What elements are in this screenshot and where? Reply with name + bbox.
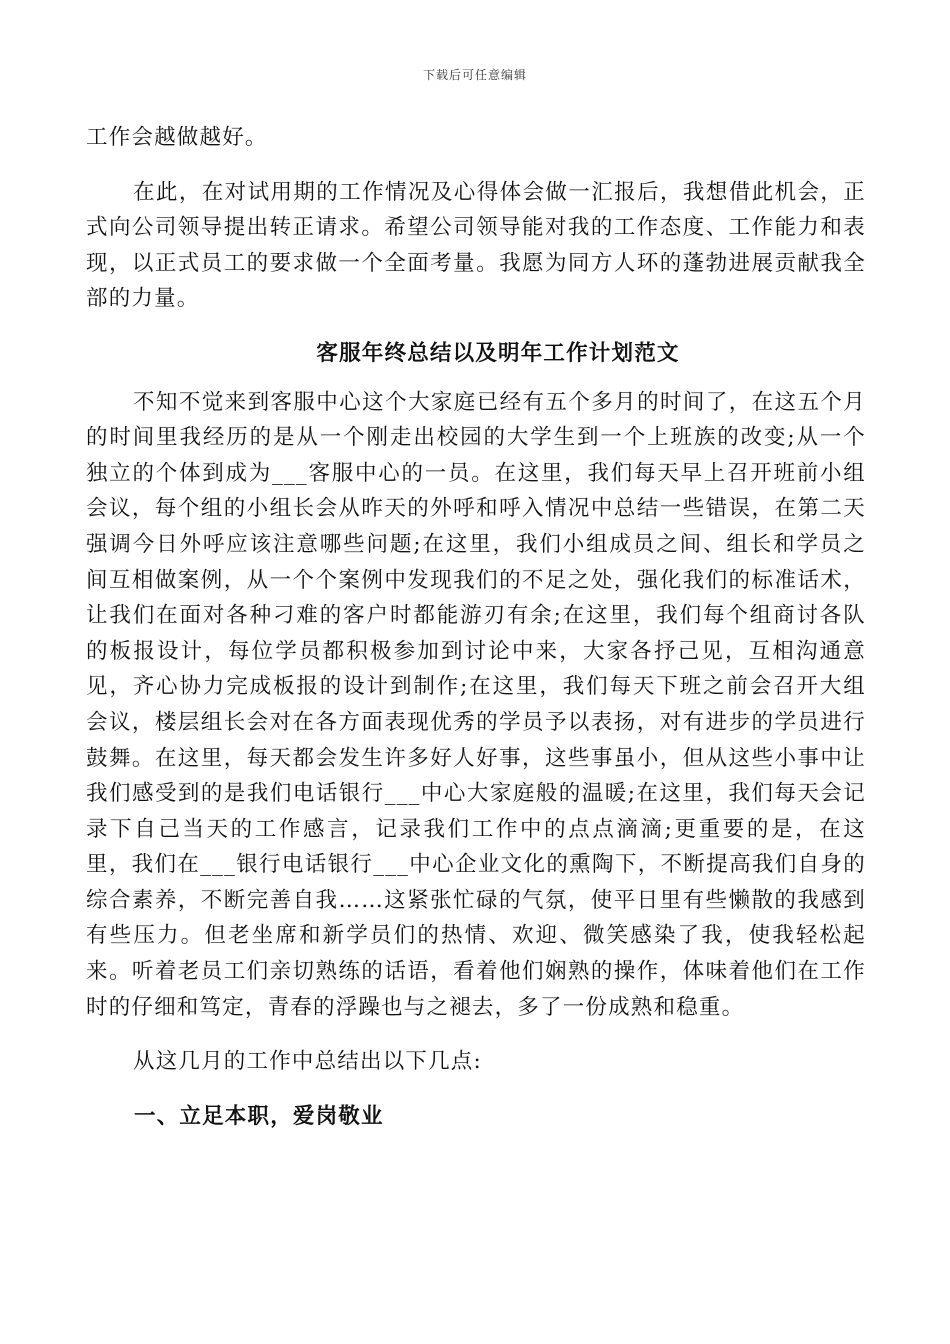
document-body (86, 120, 866, 1134)
paragraph-spacer (86, 372, 866, 385)
paragraph-spacer (86, 1080, 866, 1099)
subheading-one: 一、立足本职，爱岗敬业 (134, 1103, 384, 1129)
page-header: 下载后可任意编辑 (422, 68, 527, 82)
paragraph-summary-intro: 从这几月的工作中总结出以下几点: (133, 1049, 482, 1075)
paragraph-regularization-request: 在此，在对试用期的工作情况及心得体会做一汇报后，我想借此机会，正式向公司领导提出转正请求。希望公司领导能对我的工作态度、工作能力和表现，以正式员工的要求做一个全面考量。我愿为同方人环的蓬勃进展贡献我全部的力量。 (86, 179, 866, 312)
paragraph-spacer (86, 156, 866, 175)
paragraph-spacer (86, 1025, 866, 1044)
section-title: 客服年终总结以及明年工作计划范文 (316, 340, 680, 366)
paragraph-closing-line: 工作会越做越好。 (86, 125, 268, 150)
paragraph-spacer (86, 317, 866, 336)
paragraph-main-body: 不知不觉来到客服中心这个大家庭已经有五个多月的时间了，在这五个月的时间里我经历的是从一个刚走出校园的大学生到一个上班族的改变;从一个独立的个体到成为___客服中心的一员。在这里，我们每天早上召开班前小组会议，每个组的小组长会从昨天的外呼和呼入情况中总结一些错误，在第二天强调今日外呼应该注意哪些问题;在这里，我们小组成员之间、组长和学员之间互相做案例，从一个个案例中发现我们的不足之处，强化我们的标准话术，让我们在面对各种刁难的客户时都能游刃有余;在这里，我们每个组商讨各队的板报设计，每位学员都积极参加到讨论中来，大家各抒己见，互相沟通意见，齐心协力完成板报的设计到制作;在这里，我们每天下班之前会召开大组会议，楼层组长会对在各方面表现优秀的学员予以表扬，对有进步的学员进行鼓舞。在这里，每天都会发生许多好人好事，这些事虽小，但从这些小事中让我们感受到的是我们电话银行___中心大家庭般的温暖;在这里，我们每天会记录下自己当天的工作感言，记录我们工作中的点点滴滴;更重要的是，在这里，我们在___银行电话银行___中心企业文化的熏陶下，不断提高我们自身的综合素养，不断完善自我……这紧张忙碌的气氛，使平日里有些懒散的我感到有些压力。但老坐席和新学员们的热情、欢迎、微笑感染了我，使我轻松起来。听着老员工们亲切熟练的话语，看着他们娴熟的操作，体味着他们在工作时的仔细和笃定，青春的浮躁也与之褪去，多了一份成熟和稳重。 (86, 389, 866, 1020)
